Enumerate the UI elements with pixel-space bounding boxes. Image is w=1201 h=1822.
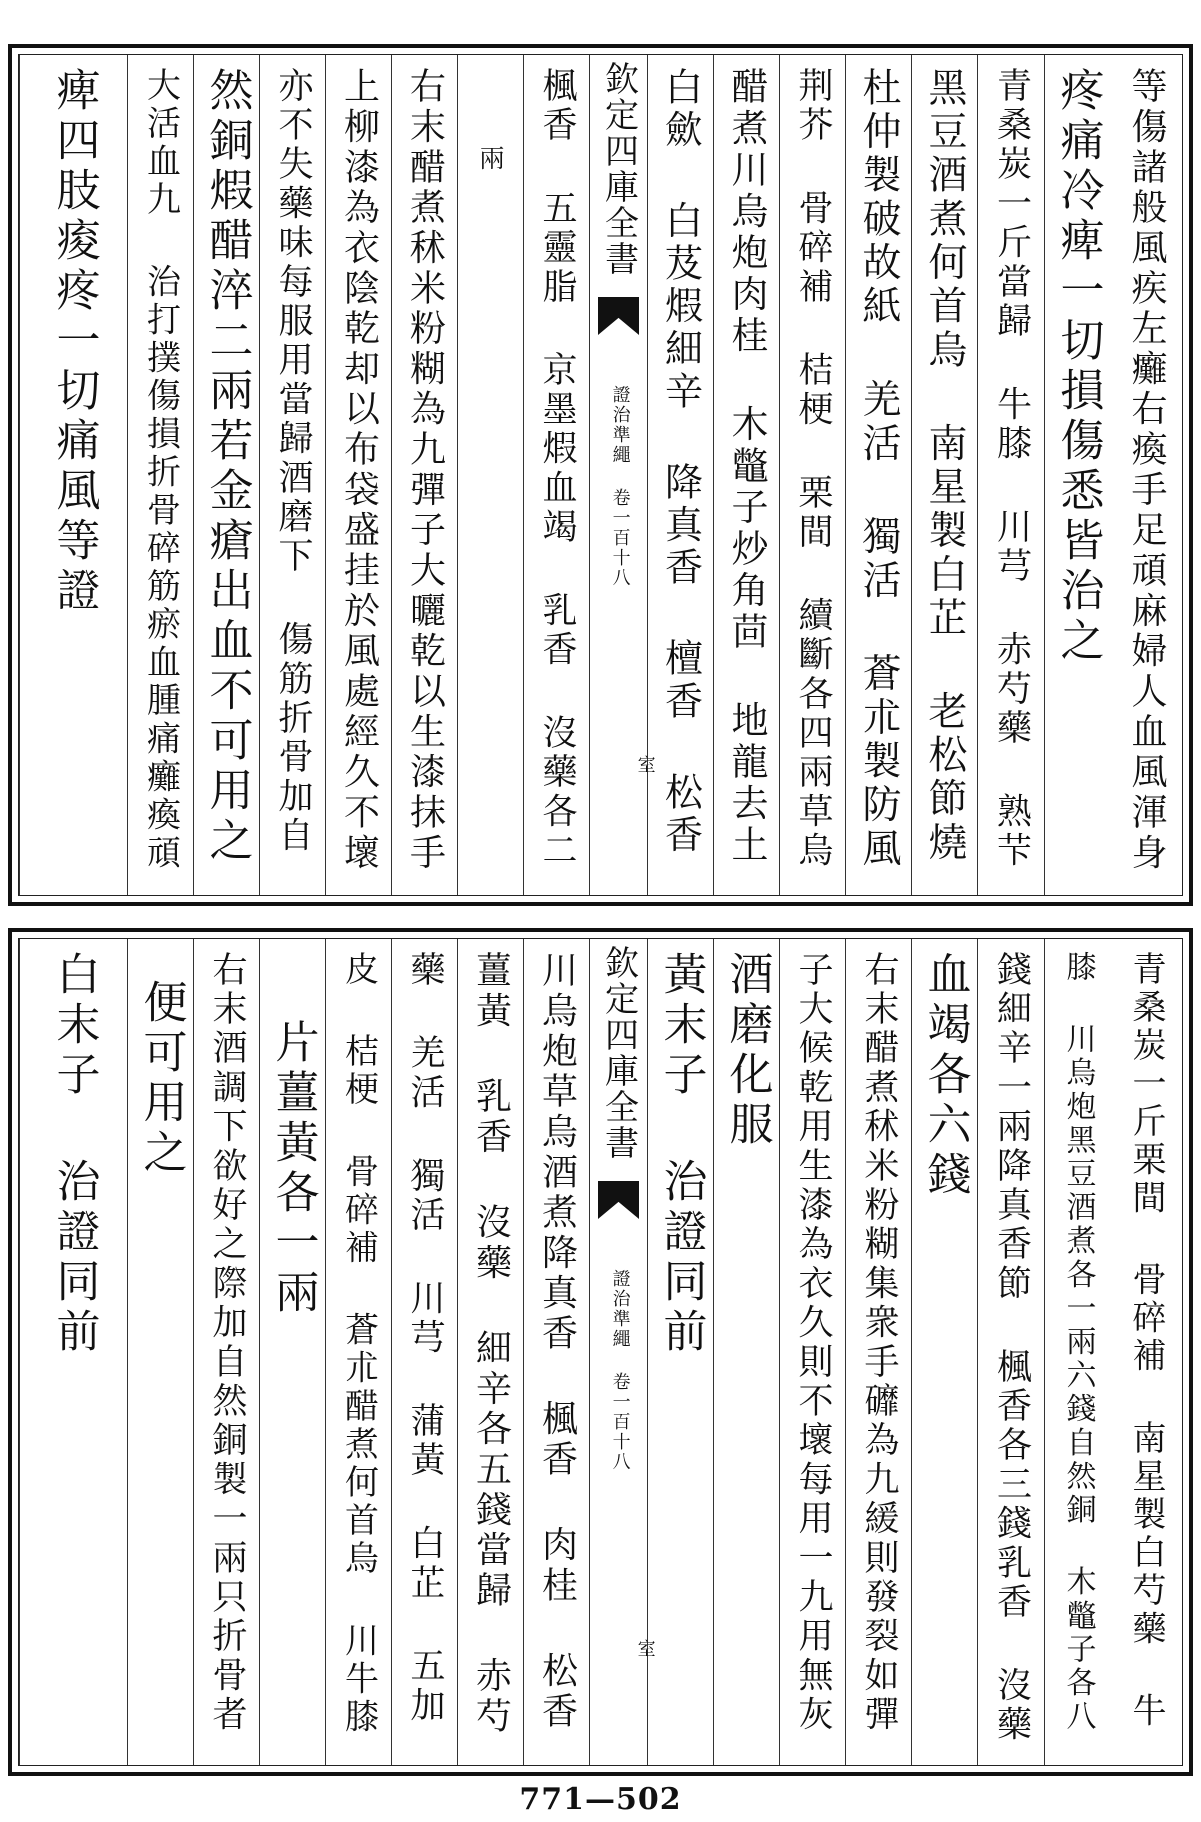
column-text: 川烏炮草烏酒煮降真香 楓香 肉桂 松香: [536, 951, 578, 1733]
bottom-page-frame: [8, 928, 1193, 1776]
page-marker: 室: [634, 1639, 656, 1663]
column-text: 亦不失藥味每服用當歸酒磨下 傷筋折骨加自: [273, 67, 313, 856]
text-column: [779, 939, 845, 1765]
text-column: [457, 55, 523, 895]
column-text: 藥 羌活 獨活 川芎 蒲黃 白芷 五加: [405, 951, 445, 1726]
fish-tail-mark: [598, 1181, 639, 1219]
column-text: 片薑黃各一兩: [267, 1019, 319, 1319]
page-footer-number: 771—502: [519, 1782, 682, 1817]
column-text: 上柳漆為衣陰乾却以布袋盛挂於風處經久不壞: [338, 67, 380, 874]
text-column: [127, 55, 193, 895]
text-column: [911, 939, 977, 1765]
text-column: [977, 939, 1044, 1765]
column-text: 兩: [476, 145, 505, 173]
column-text: 青桑炭一斤當歸 牛膝 川芎 赤芍藥 熟芐: [991, 67, 1032, 871]
column-text: 疼痛冷痺一切損傷悉皆治之: [1052, 67, 1104, 667]
column-text: 大活血九 治打撲傷損折骨碎筋瘀血腫痛癱瘓頑: [140, 67, 181, 873]
column-text: 青桑炭一斤栗間 骨碎補 南星製白芍藥 牛: [1126, 951, 1166, 1731]
text-column: [1044, 939, 1110, 1765]
book-title: 欽定四庫全書: [598, 945, 639, 1161]
column-text: 黑豆酒煮何首烏 南星製白芷 老松節燒: [922, 67, 967, 866]
page-marker: 室: [634, 755, 656, 779]
text-column: [259, 939, 325, 1765]
text-column: [325, 939, 391, 1765]
text-column: [713, 939, 779, 1765]
text-column: [845, 939, 911, 1765]
text-column: [647, 55, 713, 895]
column-text: 皮 桔梗 骨碎補 蒼朮醋煮何首烏 川牛膝: [338, 951, 379, 1737]
column-text: 薑黃 乳香 沒藥 細辛各五錢當歸 赤芍: [470, 951, 512, 1738]
column-text: 便可用之: [135, 979, 187, 1179]
column-text: 錢細辛一兩降真香節 楓香各三錢乳香 沒藥: [991, 951, 1032, 1745]
column-text: 右末酒調下欲好之際加自然銅製一兩只折骨者: [207, 951, 247, 1735]
text-column: [325, 55, 391, 895]
column-text: 醋煮川烏炮肉桂 木鼈子炒角茴 地龍去土: [725, 67, 768, 867]
text-column: [845, 55, 911, 895]
column-text: 杜仲製破故紙 羌活 獨活 蒼朮製防風: [856, 67, 901, 872]
text-column: [977, 55, 1044, 895]
column-text: 白歛 白芨煆細辛 降真香 檀香 松香: [658, 67, 703, 858]
text-column: [1044, 55, 1110, 895]
column-text: 黃末子 治證同前: [655, 951, 707, 1358]
text-column: [193, 55, 259, 895]
column-text: 痺四肢痠疼一切痛風等證: [48, 67, 100, 617]
text-column: [713, 55, 779, 895]
column-text: 酒磨化服: [721, 951, 773, 1151]
top-page-frame: [8, 44, 1193, 906]
text-column: [523, 55, 589, 895]
text-column: [19, 55, 127, 895]
column-text: 等傷諸般風疾左癱右瘓手足頑麻婦人血風渾身: [1126, 67, 1167, 874]
column-text: 然銅煆醋淬二兩若金瘡出血不可用之: [201, 67, 253, 867]
fish-tail-mark: [598, 297, 639, 335]
text-column: [193, 939, 259, 1765]
column-text: 右末醋煮秫米粉糊集衆手䃺為九緩則發裂如彈: [859, 951, 899, 1735]
text-column: [779, 55, 845, 895]
volume-info: 證治準繩 卷一百十八: [609, 385, 631, 588]
text-column: [647, 939, 713, 1765]
text-column: [911, 55, 977, 895]
text-column: [457, 939, 523, 1765]
column-text: 膝 川烏炮黑豆酒煮各一兩六錢自然銅 木鼈子各八: [1060, 951, 1096, 1734]
volume-info: 證治準繩 卷一百十八: [609, 1269, 631, 1472]
text-column: [391, 55, 457, 895]
column-text: 血竭各六錢: [919, 951, 971, 1201]
text-column: [1110, 55, 1182, 895]
book-title: 欽定四庫全書: [598, 61, 639, 277]
text-column: [391, 939, 457, 1765]
column-text: 白末子 治證同前: [48, 951, 100, 1358]
column-text: 楓香 五靈脂 京墨煆血竭 乳香 沒藥各二: [537, 67, 577, 871]
text-column: [259, 55, 325, 895]
text-column: [19, 939, 127, 1765]
center-gutter: [589, 939, 656, 1765]
bottom-page-grid: [18, 938, 1183, 1766]
text-column: [127, 939, 193, 1765]
top-page-grid: [18, 54, 1183, 896]
column-text: 右末醋煮秫米粉糊為九彈子大曬乾以生漆抹手: [404, 67, 446, 874]
column-text: 子大候乾用生漆為衣久則不壞每用一九用無灰: [793, 951, 833, 1735]
center-gutter: [589, 55, 656, 895]
text-column: [523, 939, 589, 1765]
column-text: 荆芥 骨碎補 桔梗 栗間 續斷各四兩草烏: [793, 67, 833, 871]
text-column: [1110, 939, 1182, 1765]
